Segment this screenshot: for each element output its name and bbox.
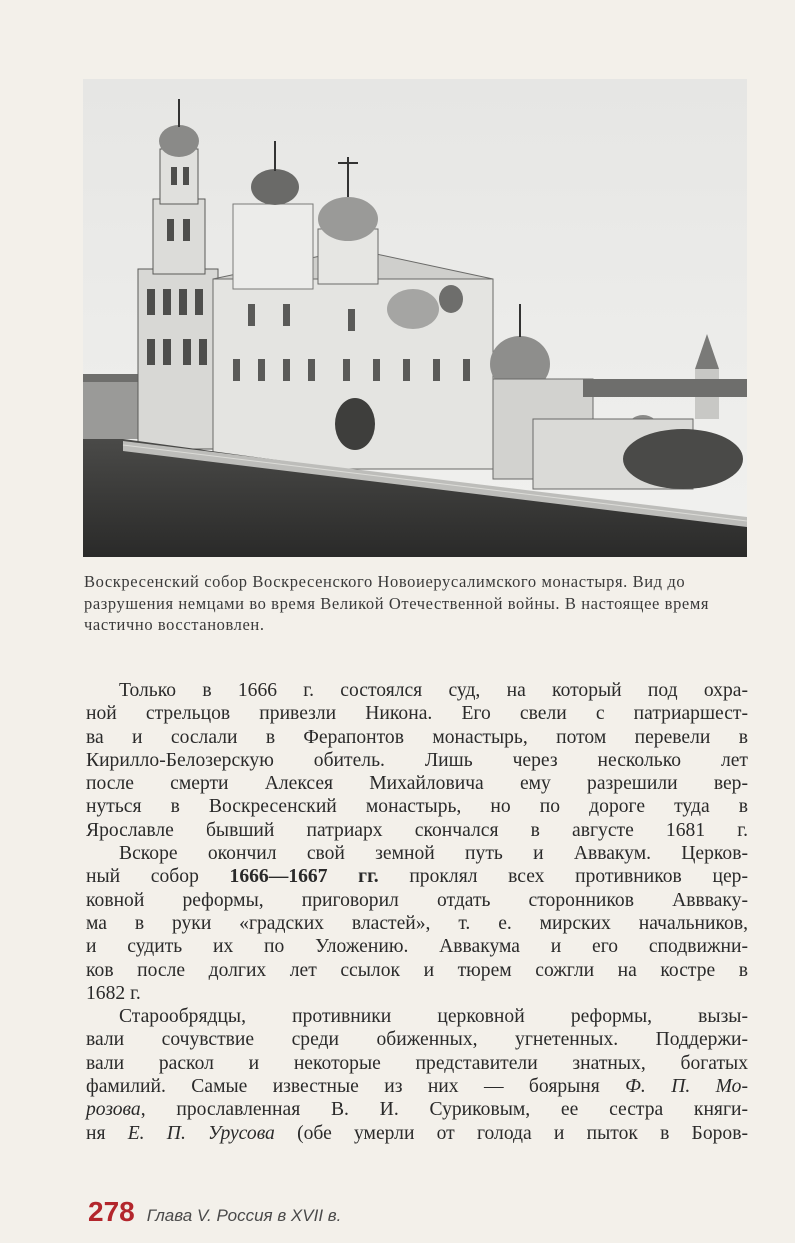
main-text bbox=[86, 679, 748, 1145]
text-line bbox=[86, 1075, 748, 1098]
text-line: Только в 1666 г. состоялся суд, на который под охра- bbox=[119, 680, 748, 701]
text-line: ков после долгих лет ссылок и тюрем сожгли на костре в bbox=[86, 959, 748, 981]
text-line: ма в руки «градских властей», т. е. мирских начальников, bbox=[86, 912, 748, 934]
monastery-photo bbox=[83, 79, 747, 557]
page-footer bbox=[88, 1196, 341, 1228]
text-fragment: (обе умерли от голода и пыток в Боров- bbox=[274, 1122, 748, 1144]
text-line: ной стрельцов привезли Никона. Его свели с патриаршест- bbox=[86, 703, 748, 725]
text-line: вали сочувствие среди обиженных, угнетенных. Поддержи- bbox=[86, 1029, 748, 1051]
text-line: Вскоре окончил свой земной путь и Аввакум. Церков- bbox=[119, 843, 748, 865]
text-line bbox=[86, 865, 748, 888]
italic-name: розова bbox=[86, 1099, 141, 1121]
page-number: 278 bbox=[88, 1196, 135, 1227]
italic-name: Ф. П. Мо- bbox=[625, 1076, 748, 1098]
text-line: после смерти Алексея Михайловича ему разрешили вер- bbox=[86, 773, 748, 795]
text-line bbox=[86, 1122, 748, 1145]
text-fragment: фамилий. Самые известные из них — боярыня bbox=[86, 1076, 626, 1098]
figure-caption: Воскресенский собор Воскресенского Новоиерусалимского монастыря. Вид до разрушения немцами во время Великой Отечественной войны. В настоящее время частично восстановлен. bbox=[84, 572, 710, 634]
text-line: нуться в Воскресенский монастырь, но по дороге туда в bbox=[86, 796, 748, 818]
running-head: Глава V. Россия в XVII в. bbox=[146, 1206, 342, 1225]
text-line: вали раскол и некоторые представители знатных, богатых bbox=[86, 1052, 748, 1074]
text-line: Ярославле бывший патриарх скончался в августе 1681 г. bbox=[86, 819, 748, 841]
text-line: ва и сослали в Ферапонтов монастырь, потом перевели в bbox=[86, 726, 748, 748]
text-fragment: ня bbox=[86, 1122, 128, 1144]
emphasized-date: 1666—1667 гг. bbox=[229, 866, 379, 888]
text-fragment: ный собор bbox=[86, 866, 230, 888]
cathedral-illustration bbox=[83, 79, 747, 557]
text-line: и судить их по Уложению. Аввакума и его сподвижни- bbox=[86, 936, 748, 958]
text-line: ковной реформы, приговорил отдать сторонников Аввваку- bbox=[86, 889, 748, 911]
text-line: Кирилло-Белозерскую обитель. Лишь через несколько лет bbox=[86, 749, 748, 771]
italic-name: Е. П. Урусова bbox=[127, 1122, 275, 1144]
text-line: 1682 г. bbox=[86, 982, 141, 1004]
text-line: Старообрядцы, противники церковной реформы, вызы- bbox=[119, 1006, 748, 1028]
text-fragment: , прославленная В. И. Суриковым, ее сестра княги- bbox=[140, 1099, 748, 1121]
paragraph bbox=[86, 679, 748, 842]
text-fragment: проклял всех противников цер- bbox=[378, 866, 748, 888]
paragraph bbox=[86, 842, 748, 1005]
text-line bbox=[86, 1098, 748, 1121]
paragraph bbox=[86, 1005, 748, 1145]
